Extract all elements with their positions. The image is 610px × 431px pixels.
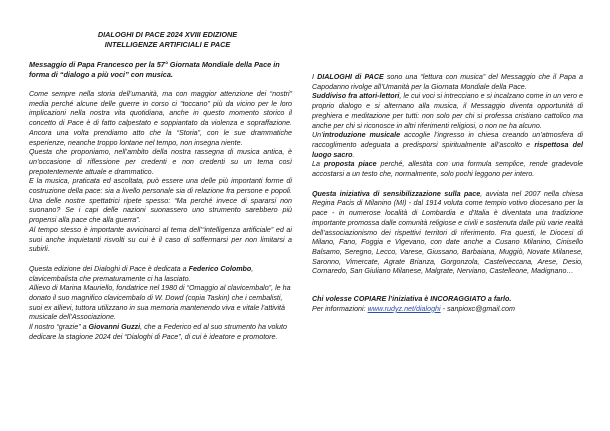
paragraph-thanks: Il nostro “grazie” a Giovanni Guzzi, che a Federico ed al suo strumento ha voluto dedicare la stagione 2024 dei “Dialoghi di Pace”, di cui è ideatore e promotore. (29, 323, 287, 341)
title-line-1: DIALOGHI DI PACE 2024 XVIII EDIZIONE (97, 30, 238, 39)
paragraph-intro: Come sempre nella storia dell’umanità, ma con maggior attenzione dei “nostri” media perché alcune delle guerre in corso ci “toccano” più da vicino per le loro implicazioni nella nostra vita quotidiana, anche in questo momento storico il concetto di Pace è di fatto calpestato e soppiantato da violenza e sopraffazione. Ancora una volta prendiamo atto che la “Storia”, con le sue drammatiche esperienze, neanche troppo lontane nel tempo, non insegna niente. (29, 90, 292, 147)
paragraph-intro-music: Un’introduzione musicale accoglie l’ingresso in chiesa creando un’atmosfera di raccoglimento adeguata a predisporsi spiritualmente all’ascolto e rispettosa del luogo sacro. (312, 131, 583, 159)
paragraph-dedication: Questa edizione dei Dialoghi di Pace è dedicata a Federico Colombo, clavicembalista che prematuramente ci ha lasciato. (29, 264, 254, 283)
website-link[interactable]: www.rudyz.net/dialoghi (367, 304, 441, 313)
paragraph-music: E la musica, praticata ed ascoltata, può essere una delle più importanti forme di costruzione della pace: sia a livello personale sia di relazione fra persone e popoli. Una delle nostre spettatrici ripete spesso: “Ma perché invece di spararsi non suonano? Se i capi delle nazioni suonassero uno strumento sarebbero più propensi alla pace che alla guerra”. (29, 177, 292, 225)
title-line-2: INTELLIGENZE ARTIFICIALI E PACE (104, 40, 231, 49)
paragraph-dialoghi: I DIALOGHI di PACE sono una “lettura con musica” del Messaggio che il Papa a Capodanno rivolge all’Umanità per la Giornata Mondiale della Pace. (312, 73, 584, 91)
paragraph-proposal: Questa che proponiamo, nell’ambito della nostra rassegna di musica antica, è un’occasione di riflessione per credenti e non credenti su un tema così prepotentemente attuale e drammatico. (29, 148, 292, 176)
document-title (43, 30, 292, 50)
paragraph-initiative: Questa iniziativa di sensibilizzazione sulla pace, avviata nel 2007 nella chiesa Regina Pacis di Milanino (MI) - dal 1914 voluta come tempio votivo diocesano per la pace - in numerose località di Lombardia e d’Italia è diventata una tradizione importante promossa dalle comunità religiose e civili e sostenuta dalle più varie realtà dell’associazionismo dei rispettivi territori di riferimento. Fra questi, le Diocesi di Milano, Fano, Foggia e Vigevano, con date anche a Cusano Milanino, Cinisello Balsamo, Seregno, Lecco, Varese, Giussano, Barbaiana, Muggiò, Novate Milanese, Saronno, Vimercate, Agrate Brianza, Gorgonzola, Castelveccana, Arese, Desio, Cornaredo, San Giuliano Milanese, Malgrate, Nerviano, Castelleone, Madignano… (312, 189, 583, 276)
left-column (29, 30, 292, 343)
document-subtitle: Messaggio di Papa Francesco per la 57° Giornata Mondiale della Pace in forma di “dialogo a più voci” con musica. (29, 60, 280, 79)
paragraph-proposal-likes: La proposta piace perché, allestita con una formula semplice, rende gradevole accostarsi a un testo che, normalmente, solo pochi leggono per intero. (312, 160, 584, 179)
copy-encouragement: Chi volesse COPIARE l’iniziativa è INCORAGGIATO a farlo. (312, 295, 512, 304)
paragraph-actors: Suddiviso fra attori-lettori, le cui voci si intrecciano e si incalzano come in un vero e proprio dialogo e si alternano alla musica, il Messaggio diventa opportunità di preghiera e meditazione per tutti: non solo per chi si professa cristiano cattolico ma anche per chi si riconosce in altri riferimenti religiosi, o non ne ha alcuno. (312, 92, 584, 130)
name-federico-colombo: Federico Colombo (188, 264, 252, 273)
paragraph-student: Allievo di Marina Mauriello, fondatrice nel 1980 di “Omaggio al clavicembalo”, le ha donato il suo magnifico clavicembalo di W. Dowd (copia Taskin) che i cembalisti, suoi ex allievi, tuttora utilizzano in sua memoria mantenendo viva e vitale l’attività musicale dell’Associazione. (29, 284, 291, 322)
paragraph-ai: Al tempo stesso è importante avvicinarci al tema dell’“intelligenza artificiale” ed ai suoi anche inquietanti risvolti su cui è il caso di soffermarsi per non limitarsi a subirli. (29, 225, 292, 254)
contact-email: - sanpioxc@gmail.com (440, 304, 515, 313)
contact-info: Per informazioni: www.rudyz.net/dialoghi - sanpioxc@gmail.com (312, 304, 515, 313)
right-column (312, 73, 583, 314)
name-giovanni-guzzi: Giovanni Guzzi (88, 323, 141, 332)
